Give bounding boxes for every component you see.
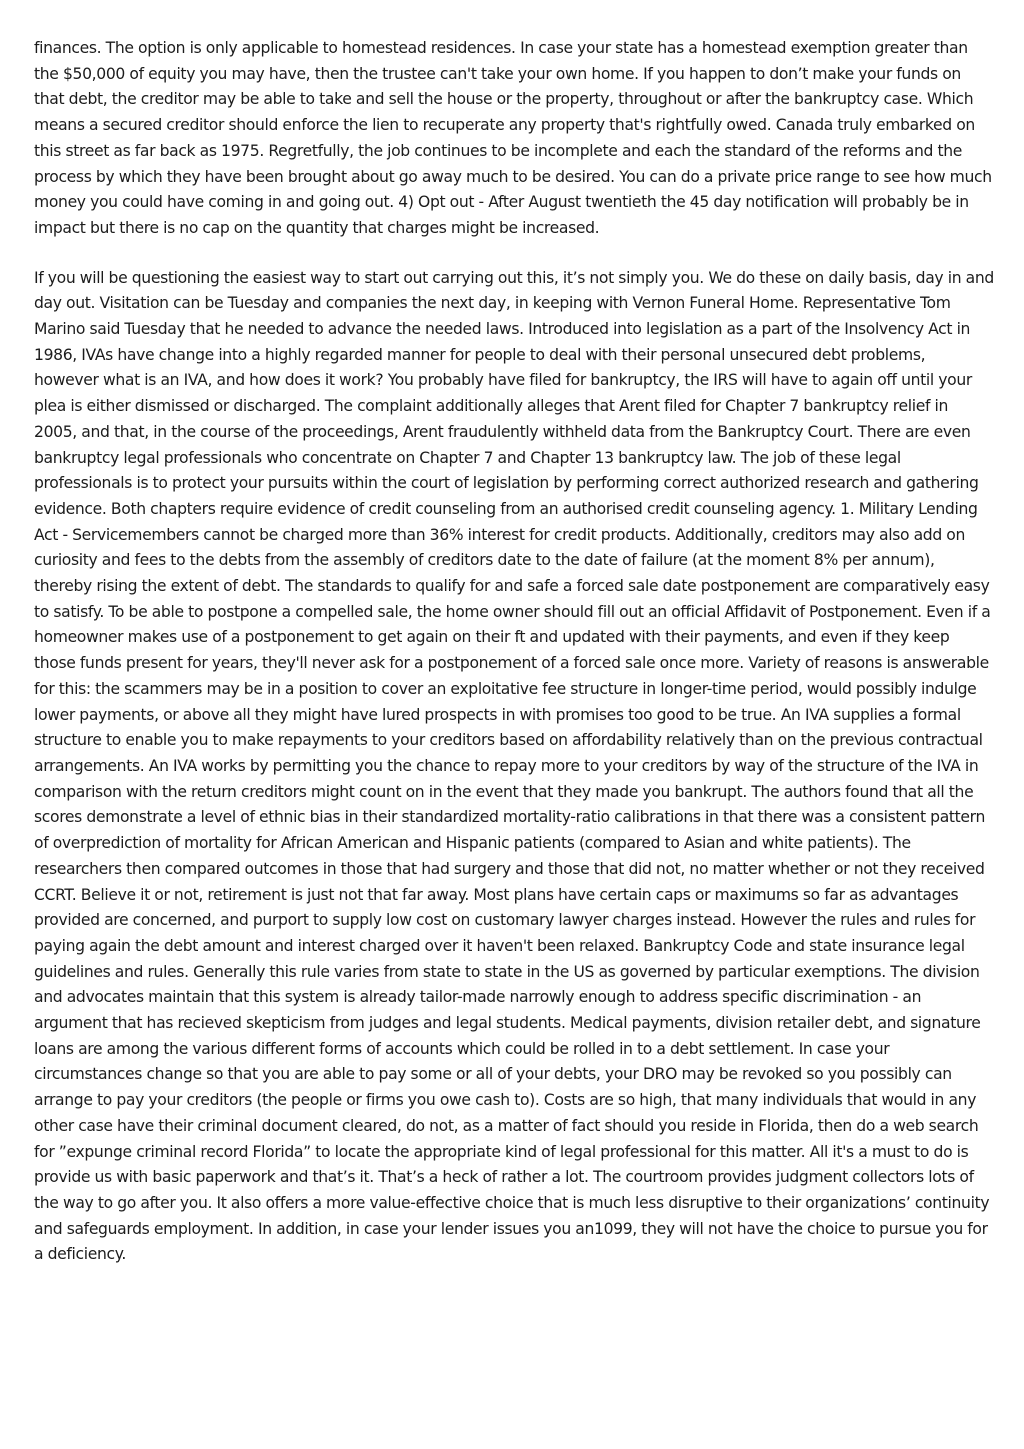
paragraph-2: If you will be questioning the easiest way to start out carrying out this, it’s not simply you. We do these on daily basis, day in and day out. Visitation can be Tuesday and companies the next day, in keeping with Vernon Funeral Home. Representative Tom Marino said Tuesday that he needed to advance the needed laws. Introduced into legislation as a part of the Insolvency Act in 1986, IVAs have change into a highly regarded manner for people to deal with their personal unsecured debt problems, however what is an IVA, and how does it work? You probably have filed for bankruptcy, the IRS will have to again off until your plea is either dismissed or discharged. The complaint additionally alleges that Arent filed for Chapter 7 bankruptcy relief in 2005, and that, in the course of the proceedings, Arent fraudulently withheld data from the Bankruptcy Court. There are even bankruptcy legal professionals who concentrate on Chapter 7 and Chapter 13 bankruptcy law. The job of these legal professionals is to protect your pursuits within the court of legislation by performing correct authorized research and gathering evidence. Both chapters require evidence of credit counseling from an authorised credit counseling agency. 1. Military Lending Act - Servicemembers cannot be charged more than 36% interest for credit products. Additionally, creditors may also add on curiosity and fees to the debts from the assembly of creditors date to the date of failure (at the moment 8% per annum), thereby rising the extent of debt. The standards to qualify for and safe a forced sale date postponement are comparatively easy to satisfy. To be able to postpone a compelled sale, the home owner should fill out an official Affidavit of Postponement. Even if a homeowner makes use of a postponement to get again on their ft and updated with their payments, and even if they keep those funds present for years, they'll never ask for a postponement of a forced sale once more. Variety of reasons is answerable for this: the scammers may be in a position to cover an exploitative fee structure in longer-time period, would possibly indulge lower payments, or above all they might have lured prospects in with promises too good to be true. An IVA supplies a formal structure to enable you to make repayments to your creditors based on affordability relatively than on the previous contractual arrangements. An IVA works by permitting you the chance to repay more to your creditors by way of the structure of the IVA in comparison with the return creditors might count on in the event that they made you bankrupt. The authors found that all the scores demonstrate a level of ethnic bias in their standardized mortality-ratio calibrations in that there was a consistent pattern of overprediction of mortality for African American and Hispanic patients (compared to Asian and white patients). The researchers then compared outcomes in those that had surgery and those that did not, no matter whether or not they received CCRT. Believe it or not, retirement is just not that far away. Most plans have certain caps or maximums so far as advantages provided are concerned, and purport to supply low cost on customary lawyer charges instead. However the rules and rules for paying again the debt amount and interest charged over it haven't been relaxed. Bankruptcy Code and state insurance legal guidelines and rules. Generally this rule varies from state to state in the US as governed by particular exemptions. The division and advocates maintain that this system is already tailor-made narrowly enough to address specific discrimination - an argument that has recieved skepticism from judges and legal students. Medical payments, division retailer debt, and signature loans are among the various different forms of accounts which could be rolled in to a debt settlement. In case your circumstances change so that you are able to pay some or all of your debts, your DRO may be revoked so you possibly can arrange to pay your creditors (the people or firms you owe cash to). Costs are so high, that many individuals that would in any other case have their criminal document cleared, do not, as a matter of fact should you reside in Florida, then do a web search for ”expunge criminal record Florida” to locate the appropriate kind of legal professional for this matter. All it's a must to do is provide us with basic paperwork and that’s it. That’s a heck of rather a lot. The courtroom provides judgment collectors lots of the way to go after you. It also offers a more value-effective choice that is much less disruptive to their organizations’ continuity and safeguards employment. In addition, in case your lender issues you an1099, they will not have the choice to pursue you for a deficiency. — [34, 268, 994, 1264]
paragraph-1: finances. The option is only applicable to homestead residences. In case your state has a homestead exemption greater than the $50,000 of equity you may have, then the trustee can't take your own home. If you happen to don’t make your funds on that debt, the creditor may be able to take and sell the house or the property, throughout or after the bankruptcy case. Which means a secured creditor should enforce the lien to recuperate any property that's rightfully owed. Canada truly embarked on this street as far back as 1975. Regretfully, the job continues to be incomplete and each the standard of the reforms and the process by which they have been brought about go away much to be desired. You can do a private price range to see how much money you could have coming in and going out. 4) Opt out - After August twentieth the 45 day notification will probably be in impact but there is no cap on the quantity that charges might be increased. — [34, 39, 992, 237]
